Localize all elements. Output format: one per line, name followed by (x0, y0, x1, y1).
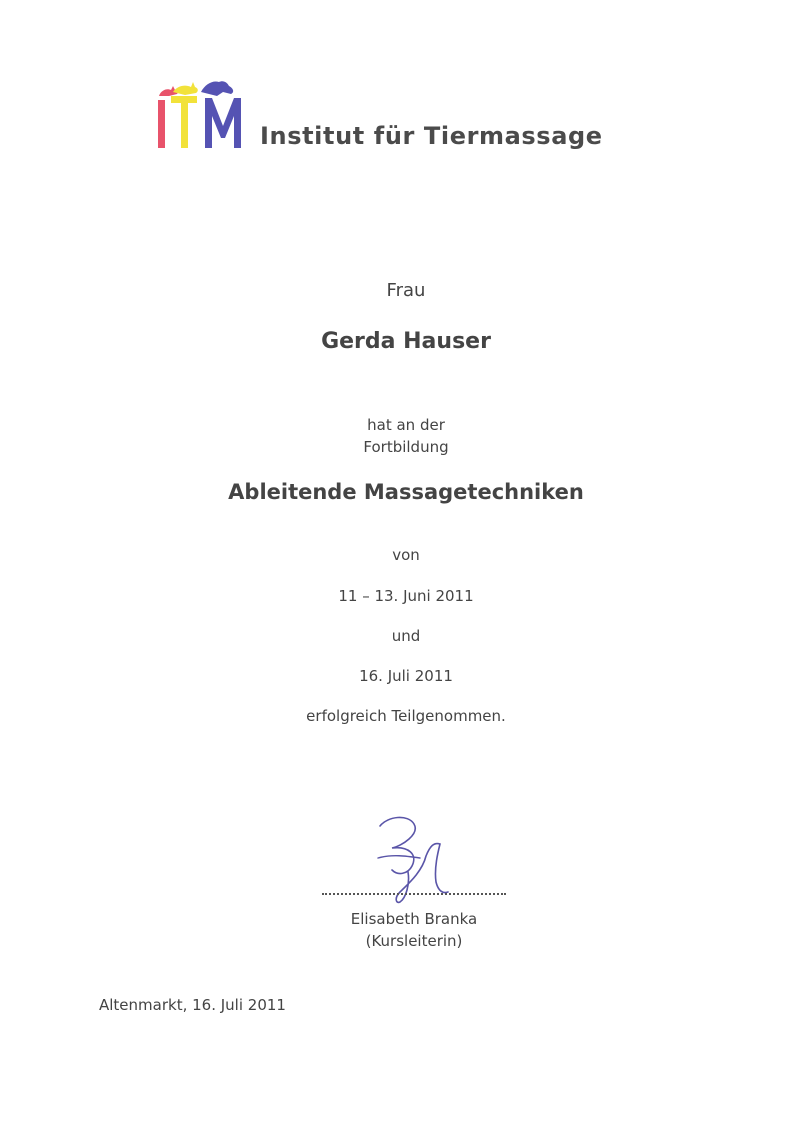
recipient-name: Gerda Hauser (321, 329, 491, 354)
course-title: Ableitende Massagetechniken (228, 480, 584, 504)
salutation: Frau (386, 280, 426, 301)
intro-line-2: Fortbildung (363, 438, 449, 456)
intro-line-1: hat an der (367, 416, 445, 434)
logo-horse-purple (201, 81, 233, 96)
completion-text: erfolgreich Teilgenommen. (306, 707, 506, 725)
date-2: 16. Juli 2011 (359, 667, 453, 685)
logo-letter-t-stem (181, 96, 188, 148)
and-label: und (391, 627, 421, 645)
place-date: Altenmarkt, 16. Juli 2011 (99, 996, 286, 1014)
signer-role: (Kursleiterin) (365, 932, 463, 950)
signer-name: Elisabeth Branka (350, 910, 478, 928)
date-range-1: 11 – 13. Juni 2011 (338, 587, 474, 605)
logo-letter-m (205, 98, 241, 148)
itm-logo (155, 78, 250, 150)
institute-name: Institut für Tiermassage (260, 122, 603, 150)
signature-line (322, 893, 506, 895)
logo-letter-i (158, 100, 165, 148)
from-label: von (392, 546, 420, 564)
